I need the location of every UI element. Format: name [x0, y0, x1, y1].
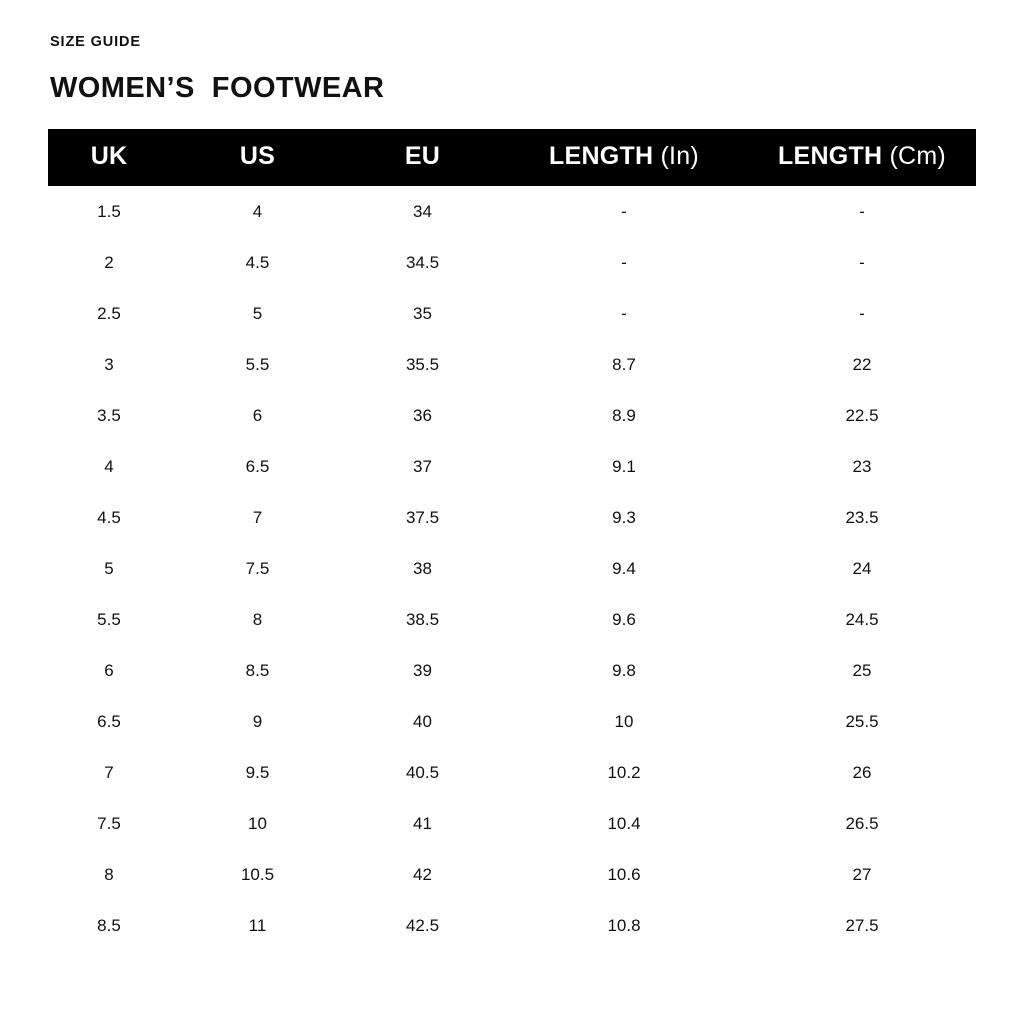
cell-length-in: 9.8 [612, 660, 636, 680]
cell-uk: 4 [104, 456, 114, 476]
column-header-length-cm-unit: (Cm) [889, 142, 946, 170]
cell-uk: 4.5 [97, 507, 121, 527]
eyebrow-label: SIZE GUIDE [50, 34, 141, 50]
column-header-length-in-unit: (In) [660, 142, 699, 170]
column-header-uk-label: UK [90, 142, 128, 170]
column-header-length-in-label: LENGTH [549, 142, 661, 170]
cell-us: 5 [252, 303, 263, 323]
cell-length-cm: 26.5 [845, 813, 879, 833]
table-row [48, 543, 976, 594]
column-header-length-cm [748, 129, 976, 186]
cell-uk: 7.5 [97, 813, 121, 833]
cell-eu: 39 [413, 660, 432, 680]
cell-length-cm: 24 [852, 558, 872, 578]
cell-length-in: 10.6 [607, 864, 641, 884]
cell-eu: 38 [413, 558, 432, 578]
cell-us: 11 [248, 915, 267, 935]
cell-uk: 7 [104, 762, 114, 782]
cell-eu: 35 [413, 303, 432, 323]
cell-uk: 6.5 [97, 711, 121, 731]
cell-length-in: 10.8 [607, 915, 641, 935]
table-row [48, 900, 976, 951]
cell-uk: 2.5 [97, 303, 121, 323]
cell-length-cm: 22 [852, 354, 872, 374]
cell-eu: 35.5 [405, 354, 440, 374]
cell-length-in: 10 [614, 711, 634, 731]
cell-uk: 5.5 [97, 609, 121, 629]
table-row [48, 492, 976, 543]
table-header-row [48, 129, 976, 186]
cell-eu: 38.5 [405, 609, 440, 629]
cell-eu: 37.5 [405, 507, 440, 527]
cell-us: 6 [252, 405, 263, 425]
cell-uk: 6 [104, 660, 114, 680]
table-row [48, 237, 976, 288]
column-header-length-in [500, 129, 748, 186]
cell-length-in: 9.4 [612, 558, 636, 578]
cell-us: 8 [252, 609, 263, 629]
column-header-uk [48, 129, 170, 186]
cell-length-in: 9.6 [612, 609, 636, 629]
column-header-eu-label: EU [404, 142, 441, 170]
cell-length-in: 8.7 [612, 354, 636, 374]
cell-length-in: 10.4 [607, 813, 641, 833]
cell-uk: 8.5 [97, 915, 121, 935]
cell-us: 8.5 [245, 660, 270, 680]
cell-eu: 40 [413, 711, 432, 731]
cell-length-cm: - [859, 252, 865, 272]
cell-eu: 41 [413, 813, 432, 833]
column-header-length-cm-label: LENGTH [778, 142, 890, 170]
size-chart-table [48, 129, 976, 951]
cell-length-cm: 23 [852, 456, 872, 476]
cell-us: 10 [248, 813, 267, 833]
cell-length-cm: 23.5 [845, 507, 879, 527]
table-row [48, 645, 976, 696]
cell-us: 4 [252, 201, 263, 221]
cell-length-cm: 25 [852, 660, 872, 680]
table-row [48, 441, 976, 492]
table-row [48, 288, 976, 339]
cell-us: 9.5 [245, 762, 270, 782]
cell-length-cm: 24.5 [845, 609, 879, 629]
cell-uk: 3 [104, 354, 114, 374]
cell-uk: 3.5 [97, 405, 121, 425]
cell-us: 7.5 [245, 558, 270, 578]
table-row [48, 390, 976, 441]
table-row [48, 594, 976, 645]
table-row [48, 696, 976, 747]
cell-length-cm: 22.5 [845, 405, 879, 425]
cell-length-in: 10.2 [607, 762, 641, 782]
column-header-eu [345, 129, 500, 186]
cell-length-in: - [621, 252, 627, 272]
cell-length-in: 8.9 [612, 405, 636, 425]
cell-uk: 8 [104, 864, 114, 884]
cell-length-in: 9.1 [612, 456, 636, 476]
table-body [48, 186, 976, 951]
cell-us: 9 [252, 711, 263, 731]
cell-eu: 37 [413, 456, 432, 476]
cell-length-in: - [621, 201, 627, 221]
table-header [48, 129, 976, 186]
cell-uk: 1.5 [97, 201, 121, 221]
cell-length-cm: 25.5 [845, 711, 879, 731]
cell-length-in: 9.3 [612, 507, 636, 527]
cell-eu: 40.5 [405, 762, 440, 782]
cell-eu: 34 [413, 201, 432, 221]
cell-uk: 5 [104, 558, 114, 578]
table-row [48, 747, 976, 798]
table-row [48, 339, 976, 390]
cell-length-cm: 26 [852, 762, 872, 782]
cell-length-cm: - [859, 303, 865, 323]
cell-length-cm: - [859, 201, 865, 221]
cell-us: 5.5 [245, 354, 270, 374]
column-header-us [170, 129, 345, 186]
cell-eu: 42 [413, 864, 432, 884]
cell-uk: 2 [104, 252, 114, 272]
table-row [48, 186, 976, 237]
cell-length-cm: 27 [852, 864, 872, 884]
table-row [48, 849, 976, 900]
cell-us: 10.5 [240, 864, 275, 884]
cell-length-cm: 27.5 [845, 915, 879, 935]
cell-us: 4.5 [245, 252, 270, 272]
cell-eu: 42.5 [405, 915, 440, 935]
cell-us: 6.5 [245, 456, 270, 476]
page-title: WOMEN’S FOOTWEAR [50, 72, 385, 104]
cell-us: 7 [252, 507, 263, 527]
cell-eu: 36 [413, 405, 432, 425]
cell-eu: 34.5 [405, 252, 440, 272]
table-row [48, 798, 976, 849]
column-header-us-label: US [239, 142, 276, 170]
cell-length-in: - [621, 303, 627, 323]
